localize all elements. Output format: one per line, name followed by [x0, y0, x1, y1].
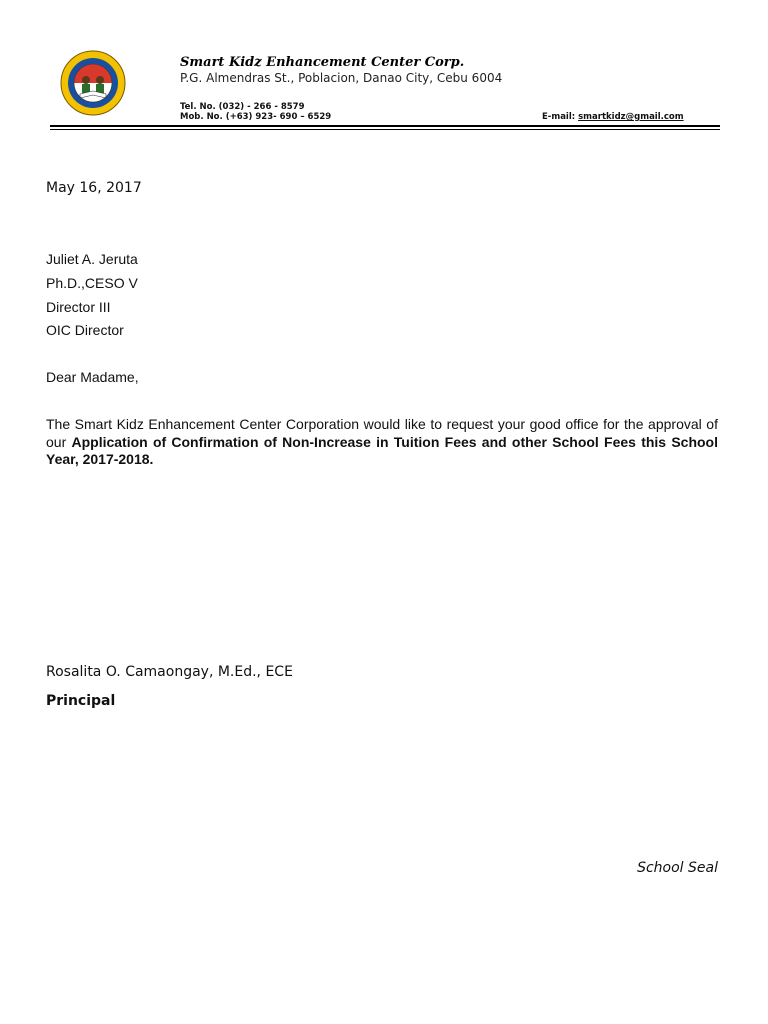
letterhead [0, 0, 768, 135]
header-divider-thin [50, 129, 720, 130]
email-link[interactable]: smartkidz@gmail.com [578, 112, 684, 122]
recipient-name: Juliet A. Jeruta [46, 251, 138, 267]
school-logo-icon [60, 50, 126, 116]
signatory-title: Principal [46, 693, 116, 709]
salutation: Dear Madame, [46, 369, 139, 385]
company-address: P.G. Almendras St., Poblacion, Danao City, Cebu 6004 [180, 71, 503, 85]
email-label: E-mail: [542, 112, 579, 122]
email-line [542, 112, 684, 122]
telephone-number: Tel. No. (032) - 266 - 8579 [180, 102, 305, 112]
body-emphasis: Application of Confirmation of Non-Increase in Tuition Fees and other School Fees this School Year, 2017-2018. [46, 433, 718, 467]
body-text: The Smart Kidz Enhancement Center Corporation would like to request your good office for the approval of our [46, 416, 718, 450]
recipient-credentials: Ph.D.,CESO V [46, 275, 138, 291]
signatory-name: Rosalita O. Camaongay, M.Ed., ECE [46, 664, 293, 680]
letter-date: May 16, 2017 [46, 180, 142, 196]
header-divider [50, 125, 720, 127]
letter-body [46, 416, 718, 469]
recipient-office: OIC Director [46, 322, 124, 338]
company-name: Smart Kidz Enhancement Center Corp. [180, 55, 465, 70]
school-seal-label: School Seal [637, 860, 718, 876]
mobile-number: Mob. No. (+63) 923- 690 – 6529 [180, 112, 332, 122]
recipient-position: Director III [46, 299, 111, 315]
